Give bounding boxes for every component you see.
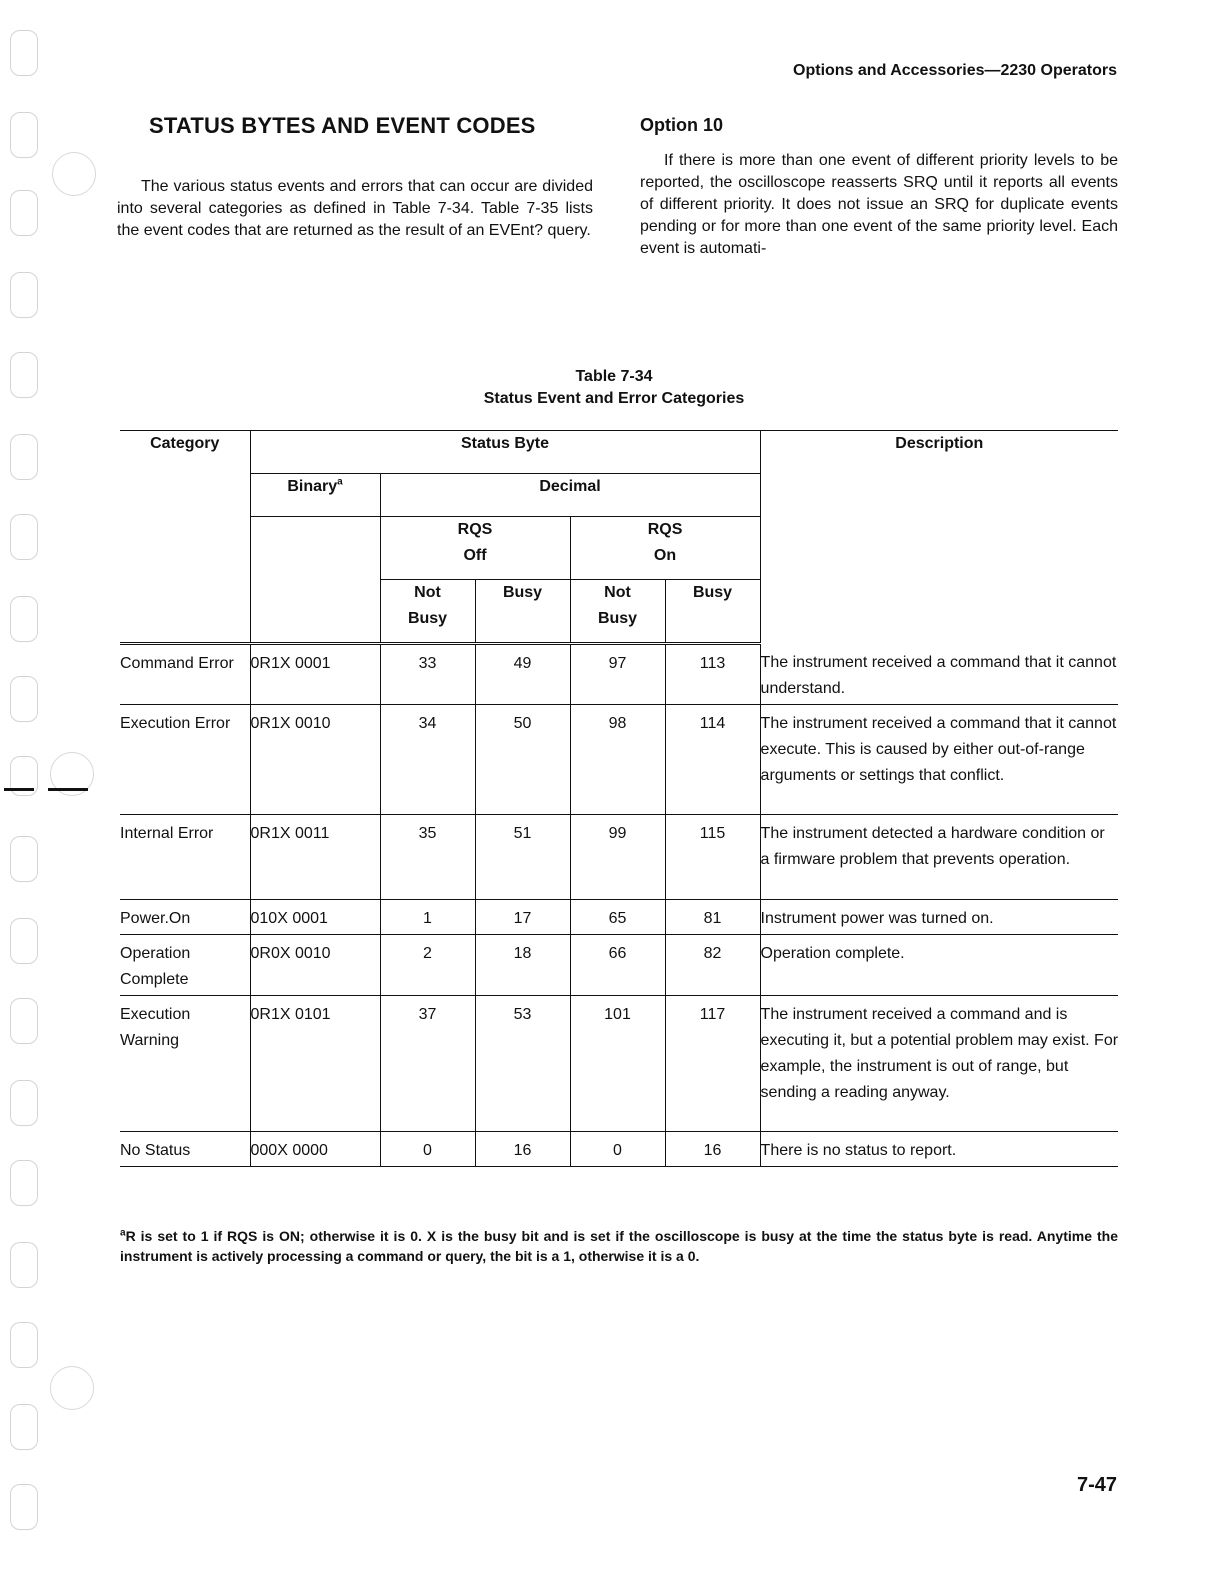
binder-hole [10,272,38,318]
table-row [120,1131,1118,1166]
cell-category: Internal Error [120,814,250,899]
cell-off-busy: 53 [475,995,570,1131]
footnote-ref: a [337,476,343,488]
cell-binary: 0R1X 0001 [250,644,380,705]
header-binary-spacer [250,517,380,580]
section-title: STATUS BYTES AND EVENT CODES [149,113,536,138]
cell-off-busy: 18 [475,934,570,995]
cell-description: There is no status to report. [760,1131,1118,1166]
table-footnote [120,1226,1118,1266]
header-on-busy: Busy [665,580,760,644]
subsection-title: Option 10 [640,115,724,135]
binder-hole [10,836,38,882]
cell-binary: 000X 0000 [250,1131,380,1166]
cell-on-busy: 117 [665,995,760,1131]
cell-off-busy: 17 [475,899,570,934]
header-category-spacer [120,580,250,644]
cell-on-not-busy: 65 [570,899,665,934]
header-description: Description [760,431,1118,644]
header-decimal: Decimal [380,474,760,517]
cell-description: The instrument detected a hardware condition or a firmware problem that prevents operation. [760,814,1118,899]
cell-category: Operation Complete [120,934,250,995]
left-column [117,113,593,242]
not-busy-line2: Busy [597,610,638,627]
footnote-text: R is set to 1 if RQS is ON; otherwise it is 0. X is the busy bit and is set if the oscilloscope is busy at the time the status byte is read. Anytime the instrument is actively processing a command or query, the bit is a 1, otherwise it is a 0. [120,1228,1118,1264]
cell-binary: 0R1X 0011 [250,814,380,899]
cell-on-busy: 115 [665,814,760,899]
table-caption [400,366,828,410]
header-on-not-busy [570,580,665,644]
option-paragraph: If there is more than one event of different priority levels to be reported, the oscilloscope reasserts SRQ until it reports all events of different priority. It does not issue an SRQ for duplicate events pending or for more than one event of the same priority level. Each event is automati- [640,152,1118,257]
cell-on-busy: 81 [665,899,760,934]
intro-paragraph: The various status events and errors that can occur are divided into several categories as defined in Table 7-34. Table 7-35 lists the event codes that are returned as the result of an EVEnt? query. [117,178,593,239]
footnote-marker: a [120,1227,126,1239]
binder-hole [10,1404,38,1450]
cell-off-not-busy: 2 [380,934,475,995]
edge-mark [4,788,34,791]
cell-category: Power.On [120,899,250,934]
cell-on-busy: 16 [665,1131,760,1166]
table-title: Status Event and Error Categories [483,390,745,407]
binder-hole [10,1080,38,1126]
binder-hole [10,1160,38,1206]
rqs-on-line2: On [653,547,677,564]
header-status-byte: Status Byte [250,431,760,474]
cell-on-not-busy: 97 [570,644,665,705]
binder-hole [10,514,38,560]
cell-on-not-busy: 66 [570,934,665,995]
binder-hole [10,1484,38,1530]
binder-hole [10,1242,38,1288]
cell-binary: 0R1X 0101 [250,995,380,1131]
cell-off-busy: 50 [475,704,570,814]
binder-hole [10,112,38,158]
cell-off-not-busy: 34 [380,704,475,814]
binder-hole [10,596,38,642]
binder-hole [10,1322,38,1368]
table-row [120,995,1118,1131]
binder-hole [10,434,38,480]
edge-mark [48,788,88,791]
cell-description: Instrument power was turned on. [760,899,1118,934]
cell-on-not-busy: 99 [570,814,665,899]
cell-category: Command Error [120,644,250,705]
header-off-not-busy [380,580,475,644]
cell-binary: 010X 0001 [250,899,380,934]
cell-off-not-busy: 37 [380,995,475,1131]
cell-on-busy: 113 [665,644,760,705]
cell-on-not-busy: 101 [570,995,665,1131]
cell-off-not-busy: 33 [380,644,475,705]
cell-binary: 0R0X 0010 [250,934,380,995]
punch-hole [52,152,96,196]
header-rqs-off [380,517,570,580]
cell-off-not-busy: 0 [380,1131,475,1166]
cell-category: Execution Warning [120,995,250,1131]
right-column [640,113,1118,260]
not-busy-line1: Not [604,584,631,601]
page-number: 7-47 [1076,1474,1117,1496]
table-row [120,644,1118,705]
header-off-busy: Busy [475,580,570,644]
binder-hole [10,190,38,236]
running-head: Options and Accessories—2230 Operators [793,62,1117,79]
table-row [120,934,1118,995]
status-table [120,430,1118,1167]
table-row [120,814,1118,899]
binder-hole [10,676,38,722]
cell-on-busy: 82 [665,934,760,995]
cell-on-not-busy: 0 [570,1131,665,1166]
binder-hole [10,998,38,1044]
header-binary [250,474,380,517]
rqs-on-line1: RQS [647,521,683,538]
not-busy-line1: Not [414,584,441,601]
punch-hole [50,1366,94,1410]
cell-on-busy: 114 [665,704,760,814]
table-row [120,704,1118,814]
cell-description: The instrument received a command that it cannot understand. [760,644,1118,705]
cell-off-busy: 16 [475,1131,570,1166]
header-category: Category [120,431,250,580]
cell-description: The instrument received a command that it cannot execute. This is caused by either out-of-range arguments or settings that conflict. [760,704,1118,814]
binder-hole [10,352,38,398]
cell-off-not-busy: 1 [380,899,475,934]
cell-off-not-busy: 35 [380,814,475,899]
cell-off-busy: 49 [475,644,570,705]
cell-on-not-busy: 98 [570,704,665,814]
cell-description: The instrument received a command and is executing it, but a potential problem may exist. For example, the instrument is out of range, but sending a reading anyway. [760,995,1118,1131]
header-rqs-on [570,517,760,580]
binder-hole [10,30,38,76]
cell-category: Execution Error [120,704,250,814]
table-row [120,899,1118,934]
table-number: Table 7-34 [575,368,653,385]
cell-binary: 0R1X 0010 [250,704,380,814]
rqs-off-line2: Off [463,547,487,564]
header-binary-spacer [250,580,380,644]
cell-description: Operation complete. [760,934,1118,995]
binder-hole [10,918,38,964]
header-binary-label: Binary [287,478,338,495]
cell-off-busy: 51 [475,814,570,899]
not-busy-line2: Busy [407,610,448,627]
cell-category: No Status [120,1131,250,1166]
rqs-off-line1: RQS [457,521,493,538]
